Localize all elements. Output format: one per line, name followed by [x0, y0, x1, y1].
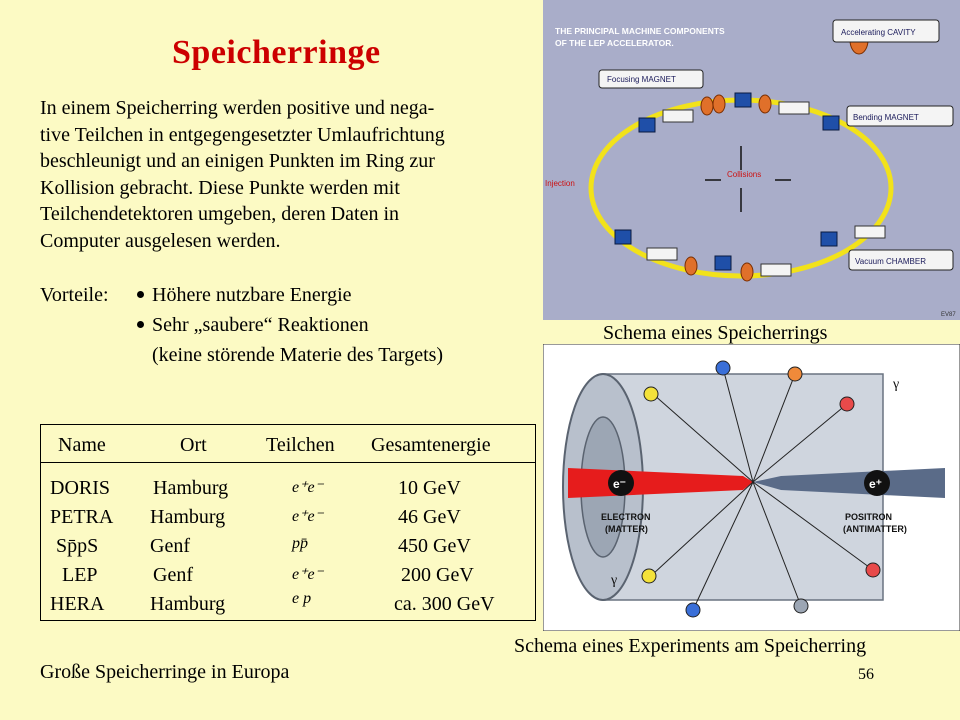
row-energy: 200 GeV: [401, 564, 474, 586]
advantage-text: Höhere nutzbare Energie: [152, 284, 352, 306]
intro-line: In einem Speicherring werden positive und nega-: [40, 97, 435, 119]
magnet: [855, 226, 885, 238]
row-place: Genf: [150, 535, 190, 557]
gamma-label: γ: [611, 573, 618, 588]
electron-symbol: e⁻: [613, 477, 627, 491]
table-header-divider: [40, 462, 536, 463]
bullet-icon: [137, 321, 144, 328]
row-particles: pp̄: [292, 535, 308, 552]
row-energy: ca. 300 GeV: [394, 593, 495, 615]
magnet: [639, 118, 655, 132]
electron-sublabel: (MATTER): [605, 524, 648, 534]
intro-line: Teilchendetektoren umgeben, deren Daten in: [40, 203, 400, 225]
positron-label: POSITRON: [845, 512, 893, 522]
magnet: [663, 110, 693, 122]
row-name: PETRA: [50, 506, 114, 528]
row-name: HERA: [50, 593, 105, 615]
header-name: Name: [58, 434, 106, 456]
row-name: LEP: [62, 564, 98, 586]
row-particles: e⁺e⁻: [292, 479, 324, 496]
positron-symbol: e⁺: [869, 477, 883, 491]
magnet: [821, 232, 837, 246]
positron-sublabel: (ANTIMATTER): [843, 524, 907, 534]
caption-experiment: Schema eines Experiments am Speicherring: [514, 635, 867, 657]
magnet: [647, 248, 677, 260]
caption-table: Große Speicherringe in Europa: [40, 661, 290, 683]
particle: [794, 599, 808, 613]
header-energy: Gesamtenergie: [371, 434, 491, 456]
magnet: [615, 230, 631, 244]
particle: [716, 361, 730, 375]
row-place: Genf: [153, 564, 193, 586]
label-bending: Bending MAGNET: [853, 113, 919, 122]
experiment-diagram: [543, 344, 960, 631]
caption-ring: Schema eines Speicherrings: [603, 322, 828, 344]
magnet: [779, 102, 809, 114]
row-energy: 46 GeV: [398, 506, 461, 528]
advantage-item: [137, 284, 352, 307]
row-particles: e⁺e⁻: [292, 508, 324, 525]
advantage-text: Sehr „saubere“ Reaktionen: [152, 314, 369, 336]
particle: [644, 387, 658, 401]
row-energy: 10 GeV: [398, 477, 461, 499]
label-cavity: Accelerating CAVITY: [841, 28, 916, 37]
row-place: Hamburg: [150, 593, 226, 615]
cavity: [713, 95, 725, 113]
header-particles: Teilchen: [266, 434, 335, 456]
gamma-label: γ: [893, 377, 900, 392]
electron-label: ELECTRON: [601, 512, 651, 522]
magnet: [823, 116, 839, 130]
advantage-note: (keine störende Materie des Targets): [152, 344, 444, 366]
magnet: [761, 264, 791, 276]
storage-ring-diagram: [543, 0, 960, 320]
advantage-item: [137, 314, 369, 337]
particle: [642, 569, 656, 583]
label-focusing: Focusing MAGNET: [607, 75, 676, 84]
row-place: Hamburg: [153, 477, 229, 499]
particle: [788, 367, 802, 381]
label-injection: Injection: [545, 179, 575, 188]
row-name: DORIS: [50, 477, 111, 499]
header-place: Ort: [180, 434, 207, 456]
row-particles: e⁺e⁻: [292, 566, 324, 583]
intro-line: Computer ausgelesen werden.: [40, 229, 281, 252]
diagram-heading: THE PRINCIPAL MACHINE COMPONENTS: [555, 26, 725, 36]
image-code: EV87: [941, 312, 956, 318]
diagram-heading: OF THE LEP ACCELERATOR.: [555, 38, 674, 48]
intro-line: Kollision gebracht. Diese Punkte werden mit: [40, 176, 400, 199]
label-collisions: Collisions: [727, 170, 762, 179]
cavity: [759, 95, 771, 113]
particle: [686, 603, 700, 617]
label-vacuum: Vacuum CHAMBER: [855, 257, 926, 266]
cavity: [701, 97, 713, 115]
row-particles: e p: [292, 590, 312, 607]
magnet: [735, 93, 751, 107]
intro-paragraph: [40, 95, 535, 254]
particle: [840, 397, 854, 411]
row-name: Sp̄pS: [56, 535, 99, 557]
slide-title: Speicherringe: [172, 34, 381, 71]
advantages-label: Vorteile:: [40, 284, 109, 306]
row-energy: 450 GeV: [398, 535, 471, 557]
cavity: [741, 263, 753, 281]
magnet: [715, 256, 731, 270]
cavity: [685, 257, 697, 275]
bullet-icon: [137, 291, 144, 298]
page-number: 56: [858, 666, 874, 683]
row-place: Hamburg: [150, 506, 226, 528]
intro-line: beschleunigt und an einigen Punkten im Ring zur: [40, 150, 435, 172]
intro-line: tive Teilchen in entgegengesetzter Umlaufrichtung: [40, 123, 445, 146]
particle: [866, 563, 880, 577]
